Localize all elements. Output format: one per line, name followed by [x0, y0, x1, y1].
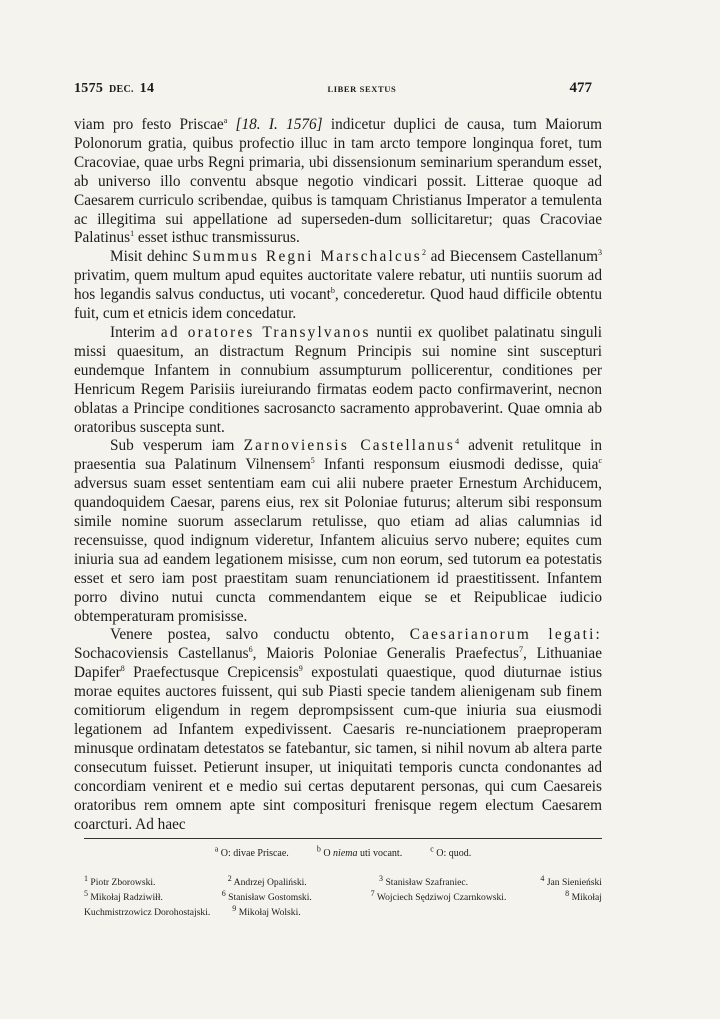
footnote-ref: 3 [598, 248, 602, 258]
text-run: nuntii ex quolibet palatinatu singuli missi quaesitum, an distractum Regnum Principis sui nomine sint suscepturi eundemque Infantem in connubium assumpturum pollicerentur, conditiones per Henricum Regem Parisiis iureiurando firmatas eodem pacto confirmaverint, necnon oblatas a Principe conditiones sacrosancto sacramento approbaverint. Quae omnia ab oratoribus suscepta sunt. [74, 323, 602, 436]
footnote-mark: 9 [232, 903, 237, 913]
footnote-mark: a [214, 844, 219, 854]
date-annotation: [18. I. 1576] [235, 116, 323, 133]
text-run: , Lithuaniae Dapifer [74, 645, 602, 682]
footnote-ref: 6 [248, 645, 253, 655]
footnote-item [379, 873, 469, 891]
footnote-ref: 1 [130, 229, 135, 239]
footnote-text: O: divae Priscae. [220, 848, 289, 859]
footnotes-critical [84, 844, 602, 861]
page-number: 477 [569, 80, 592, 96]
footnote-ref: 2 [421, 248, 426, 258]
text-run: Infanti responsum eiusmodi dedisse, quia [323, 456, 599, 474]
text-run: Venere postea, salvo conductu obtento, [110, 626, 395, 644]
footnote-mark: 3 [379, 873, 384, 883]
footnote-ref: 8 [120, 664, 125, 674]
footnote-ref: b [330, 286, 335, 296]
footnote-mark: b [316, 844, 321, 854]
footnote-text: Wojciech Sędziwoj Czarnkowski. [376, 891, 507, 903]
footnote-mark: 7 [370, 888, 375, 898]
main-text [74, 116, 602, 834]
footnote-row [84, 873, 602, 891]
footnote-ref: 5 [310, 456, 315, 466]
spaced-name: Caesarianorum legati: [409, 626, 602, 644]
footnote-text: O [323, 848, 331, 859]
text-run: Praefectusque Crepicensis [133, 664, 299, 682]
text-run: esset isthuc transmissurus. [137, 229, 300, 247]
footnote-ref: c [598, 456, 602, 466]
footnote-row [84, 888, 602, 906]
paragraph-1 [74, 116, 602, 248]
footnote-text: Andrzej Opaliński. [233, 877, 307, 888]
footnote-mark: c [430, 844, 434, 854]
footnote-mark: 1 [84, 873, 88, 883]
footnote-item [84, 873, 156, 891]
running-header [74, 80, 592, 100]
header-month: DEC. [109, 84, 134, 95]
spaced-name: ad oratores Transylvanos [160, 323, 371, 341]
header-book-title: LIBER SEXTUS [327, 84, 397, 94]
header-day: 14 [139, 81, 155, 96]
paragraph-4 [74, 437, 602, 626]
header-year: 1575 [74, 81, 104, 96]
text-run: Sochacoviensis Castellanus [74, 645, 249, 663]
text-run: ad Biecensem Castellanum [430, 248, 598, 266]
footnote-text: Mikołaj Radziwiłł. [90, 891, 163, 903]
footnote-text: Stanisław Gostomski. [228, 891, 312, 903]
footnote-divider [84, 838, 602, 839]
text-run: Misit dehinc [110, 248, 188, 266]
footnote-item [540, 873, 602, 891]
text-run: viam pro festo Priscae [74, 116, 224, 133]
spaced-name: Zarnoviensis Castellanus [243, 437, 456, 455]
text-run: expostulati quaestique, quod diuturnae istius morae equites auctores fuissent, qui sub Piasti specie tandem alienigenam sub finem comitiorum eligendum in regem deprompsissent cum-que iniuria sua eiusmodi legationem ad Infantem expedivissent. Caesaris re-nunciationem praeproperam minusque ordinatam detestatos se fatebantur, sic tamen, si nihil novum ab altera parte consecutum fuisset. Petierunt insuper, ut iniquitati temporis cuncta condonantes ad concordiam venirent et e medio sui certas deputarent personas, qui cum Caesareis oratoribus rem omnem apte sint composituri frenisque regem electum Caesarem coarcturi. Ad haec [74, 664, 603, 833]
footnote-text: Mikołaj [571, 891, 602, 903]
footnote-mark: 4 [540, 873, 545, 883]
footnote-mark: 2 [227, 873, 232, 883]
paragraph-2 [74, 248, 602, 324]
footnote-text: uti vocant. [360, 848, 403, 859]
footnote-ref: 7 [518, 645, 523, 655]
text-run: Interim [110, 323, 156, 341]
footnote-text: Piotr Zborowski. [90, 877, 156, 888]
footnote-row [84, 903, 602, 921]
footnote-item [370, 888, 507, 906]
footnote-item [84, 888, 163, 906]
text-run: indicetur duplici de causa, tum Maiorum Polonorum gratia, quibus profectio illuc in tam arcto tempore longinqua foret, tum Cracoviae, quae urbs Regni primaria, ubi dissensionum seminarium sperandum esset, ab universo illo conventu absque negotio vindicari possit. Litterae quoque ad Caesarem curriculo scribendae, quibus is tamquam Christianus Imperator a temulenta ac illegitima sui appellatione ad superseden-dum sollicitaretur; quas Cracoviae Palatinus [74, 116, 602, 247]
footnote-ref: 4 [455, 437, 460, 447]
footnote-mark: 6 [221, 888, 226, 898]
footnote-ref: 9 [298, 664, 303, 674]
spaced-name: Summus Regni Marschalcus [192, 248, 422, 266]
footnote-text: Mikołaj Wolski. [238, 906, 301, 918]
footnote-mark: 5 [84, 888, 88, 898]
paragraph-3 [74, 324, 602, 437]
text-run: , Maioris Poloniae Generalis Praefectus [252, 645, 519, 663]
footnote-text: Jan Sienieński [546, 877, 602, 888]
footnote-item [227, 873, 307, 891]
text-run: Sub vesperum iam [110, 437, 235, 455]
text-run: , concederetur. Quod haud difficile obtentu fuit, cum et etnicis idem concedatur. [74, 286, 602, 323]
paragraph-5 [74, 626, 602, 834]
footnote-ref: a [223, 115, 228, 125]
text-run: adversus suam esset sententiam eam cui alii nubere praeter Ernestum Archiducem, quandoquidem Caesar, parens eius, rex sit Poloniae futurus; alterum sibi responsum simile nomine suorum asseclarum retulisse, quo etiam ad alias calumnias id recensuisse, quod indignum videretur, Infantem alicuius servo nubere; equites cum iniuria sua ad eandem legationem misisse, cum non eorum, sed tutorum ea potestatis esset et sero iam post praestitam suam renunciationem id praestitissent. Infantem porro divino nutui cuncta commendantem eique se et Reipublicae iudicio obtemperaturam promisisse. [74, 475, 602, 625]
text-run: privatim, quem multum apud equites auctoritate valere rebatur, uti nuntiis suorum ad hos legandis salvus conductus, uti vocant [74, 267, 602, 304]
footnote-item [232, 903, 301, 921]
footnote-text: Stanisław Szafraniec. [385, 877, 469, 888]
footnote-text: O: quod. [436, 848, 472, 859]
header-date [74, 81, 154, 97]
text-run: advenit retulitque in praesentia sua Palatinum Vilnensem [74, 437, 602, 474]
footnotes-identifications [84, 873, 602, 920]
footnote-text: Kuchmistrzowicz Dorohostajski. [84, 906, 211, 918]
footnote-text-italic: niema [333, 848, 358, 859]
footnote-mark: 8 [565, 888, 570, 898]
footnote-item [565, 888, 602, 906]
